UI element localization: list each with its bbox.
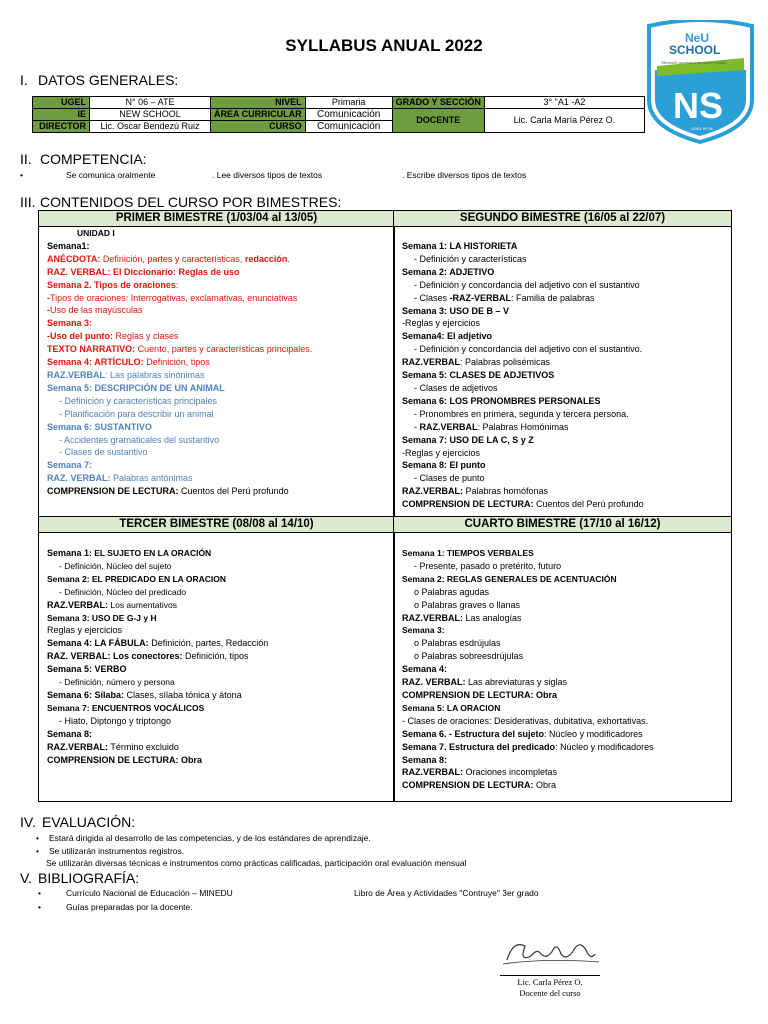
logo-ugel: UGEL Nº 06 <box>691 126 713 131</box>
content-fragment: Reglas y clases <box>113 331 179 342</box>
bimestre-3-cell <box>38 516 395 802</box>
content-fragment: - <box>47 305 50 316</box>
bimestre-3-header: TERCER BIMESTRE (08/08 al 14/10) <box>39 517 394 533</box>
logo-neu-text: NeU <box>685 31 710 45</box>
bimestre-4-cell <box>393 516 732 802</box>
datos-generales-table <box>32 96 645 133</box>
content-fragment: TEXTO NARRATIVO: <box>47 344 136 355</box>
content-fragment: Semana 6: Sílaba: <box>47 689 125 700</box>
content-fragment: COMPRENSION DE LECTURA: <box>402 499 534 510</box>
content-line: Semana 2: EL PREDICADO EN LA ORACION <box>47 573 227 584</box>
bimestre-3-content <box>39 533 394 766</box>
content-line: -Reglas y ejercicios <box>402 447 481 458</box>
content-line: - Definición, Núcleo del sujeto <box>59 560 172 571</box>
bimestre-2-header: SEGUNDO BIMESTRE (16/05 al 22/07) <box>394 211 731 227</box>
content-fragment: Palabras homófonas <box>463 486 549 497</box>
content-fragment: Uso de las mayúsculas <box>50 305 143 316</box>
grado-label: GRADO Y SECCIÓN <box>392 97 484 109</box>
area-label: ÁREA CURRICULAR <box>211 109 306 121</box>
content-line <box>47 356 394 369</box>
content-fragment: RAZ.VERBAL <box>47 369 105 380</box>
content-line: Semana 3: <box>47 318 93 329</box>
content-fragment: : Las palabras sinónimas <box>105 369 205 380</box>
ie-value: NEW SCHOOL <box>90 109 211 121</box>
content-fragment: -RAZ-VERBAL <box>449 292 512 303</box>
section-competencia <box>20 151 147 167</box>
logo-school-text: SCHOOL <box>669 43 721 57</box>
content-line: o Palabras graves o llanas <box>414 599 521 610</box>
content-fragment: RAZ.VERBAL <box>419 421 478 432</box>
content-line: Semana 1: TIEMPOS VERBALES <box>402 548 534 558</box>
content-fragment: . <box>287 253 290 264</box>
evaluacion-bullet: • <box>36 846 39 856</box>
content-line: Semana 1: LA HISTORIETA <box>402 241 518 251</box>
content-line: - Definición y concordancia del adjetivo con el sustantivo <box>414 279 640 290</box>
content-line <box>47 547 394 560</box>
content-line: COMPRENSION DE LECTURA: Obra <box>402 689 558 700</box>
director-value: Lic. Oscar Bendezú Ruiz <box>90 121 211 133</box>
competencia-2: . Lee diversos tipos de textos <box>212 170 323 180</box>
section-datos-generales <box>20 72 178 88</box>
ugel-value: N° 06 – ATE <box>90 97 211 109</box>
content-fragment: RAZ.VERBAL: <box>47 599 108 610</box>
content-line: o Palabras agudas <box>414 586 490 597</box>
signature-line <box>500 975 600 976</box>
content-fragment: Definición, tipos <box>143 357 210 368</box>
content-line: - Definición y características <box>414 253 527 264</box>
content-fragment: Tipos de oraciones: Interrogativas, exclamativas, enunciativas <box>50 292 298 303</box>
content-line: - Definición y concordancia del adjetivo con el sustantivo. <box>414 344 643 355</box>
content-fragment: RAZ.VERBAL: <box>402 486 463 497</box>
content-line <box>47 279 394 292</box>
content-fragment: Semana 1 <box>47 548 90 558</box>
bimestre-1-header: PRIMER BIMESTRE (1/03/04 al 13/05) <box>39 211 394 227</box>
content-line <box>47 253 394 266</box>
content-line: Semana 5: DESCRIPCIÓN DE UN ANIMAL <box>47 382 225 393</box>
section-number: III. <box>20 194 36 210</box>
evaluacion-bullet: • <box>36 833 39 843</box>
content-line: Semana 3: USO DE G-J y H <box>47 612 157 623</box>
content-fragment: RAZ.VERBAL: <box>402 612 463 623</box>
content-line <box>47 741 394 754</box>
signature-name: Lic. Carla Pérez O. <box>517 977 583 987</box>
content-line: Semana 7: ENCUENTROS VOCÁLICOS <box>47 702 205 713</box>
content-line <box>402 779 731 792</box>
grado-value: 3° "A1 -A2 <box>484 97 644 109</box>
content-line <box>47 599 394 612</box>
content-line: - Definición y características principales <box>59 395 218 406</box>
content-fragment: Definición, partes y características, <box>100 253 245 264</box>
content-fragment: Semana 4: LA FÁBULA: <box>47 638 149 649</box>
content-line <box>47 637 394 650</box>
section-number: IV. <box>20 814 36 830</box>
content-fragment: Los aumentativos <box>108 599 177 610</box>
content-fragment: : Núcleo y modificadores <box>544 728 643 739</box>
content-line: o Palabras esdrújulas <box>414 638 501 649</box>
content-fragment: Definición, partes, Redacción <box>148 638 269 649</box>
content-line <box>47 485 394 498</box>
content-line: Semana 5: CLASES DE ADJETIVOS <box>402 370 555 381</box>
content-line: - Planificación para describir un animal <box>59 408 214 419</box>
evaluacion-3: Se utilizarán diversas técnicas e instrumentos como prácticas calificadas, participación oral evaluación mensual <box>46 858 467 868</box>
nivel-label: NIVEL <box>211 97 306 109</box>
bimestre-2-cell <box>393 210 732 518</box>
bibliografia-2: Guías preparadas por la docente. <box>66 902 193 912</box>
content-fragment: - <box>414 421 420 432</box>
content-fragment: Cuento, partes y características principales. <box>135 344 313 355</box>
bibliografia-bullet: • <box>38 888 41 898</box>
content-fragment: -Uso del punto: <box>47 331 113 342</box>
section-label: COMPETENCIA: <box>40 151 147 167</box>
content-fragment: : Familia de palabras <box>511 292 595 303</box>
content-line: Semana 2: REGLAS GENERALES DE ACENTUACIÓN <box>402 573 617 584</box>
content-fragment: Clases, sílaba tónica y átona <box>124 689 242 700</box>
content-fragment: Cuentos del Perú profundo <box>178 486 289 497</box>
section-label: EVALUACIÓN: <box>42 814 136 830</box>
content-fragment: - Clases <box>414 292 450 303</box>
bimestre-1-cell <box>38 210 395 518</box>
content-line <box>47 472 394 485</box>
curso-label: CURSO <box>211 121 306 133</box>
content-fragment: RAZ.VERBAL: <box>47 741 108 752</box>
content-line <box>47 330 394 343</box>
content-fragment: RAZ. VERBAL: Los conectores: <box>47 651 183 662</box>
content-fragment: RAZ. VERBAL: <box>47 473 111 484</box>
docente-value: Lic. Carla María Pérez O. <box>484 109 644 133</box>
content-line <box>47 343 394 356</box>
content-line: Semana 7: USO DE LA C, S y Z <box>402 434 534 445</box>
bimestre-4-header: CUARTO BIMESTRE (17/10 al 16/12) <box>394 517 731 533</box>
content-fragment: Palabras antónimas <box>110 473 193 484</box>
content-line: - Accidentes gramaticales del sustantivo <box>59 434 220 445</box>
content-fragment: : Palabras Homónimas <box>477 421 569 432</box>
content-line: Semana 7: <box>47 460 93 471</box>
content-line: - Clases de oraciones: Desiderativas, dubitativa, exhortativas. <box>402 715 649 726</box>
content-line <box>402 741 731 754</box>
content-line <box>402 421 731 434</box>
content-line <box>402 728 731 741</box>
competencia-1: Se comunica oralmente <box>66 170 156 180</box>
content-fragment: redacción <box>244 253 288 264</box>
content-line: Semana 2: ADJETIVO <box>402 266 495 277</box>
content-fragment: ANÉCDOTA: <box>47 253 101 264</box>
content-line <box>47 650 394 663</box>
docente-label: DOCENTE <box>392 109 484 133</box>
content-line: COMPRENSION DE LECTURA: Obra <box>47 754 203 765</box>
section-label: DATOS GENERALES: <box>38 72 179 88</box>
content-line <box>47 689 394 702</box>
content-fragment: Definición, tipos <box>182 651 249 662</box>
content-fragment: Semana 7. Estructura del predicado <box>402 741 556 752</box>
content-line: Semana 6: SUSTANTIVO <box>47 421 152 432</box>
content-fragment: Cuentos del Perú profundo <box>533 499 644 510</box>
section-evaluacion <box>20 814 135 830</box>
content-line: Semana 8: El punto <box>402 460 486 471</box>
content-fragment: Las abreviaturas y siglas <box>465 677 568 688</box>
content-line: Semana1: <box>47 240 90 251</box>
section-label: BIBLIOGRAFÍA: <box>38 870 140 886</box>
bibliografia-bullet: • <box>38 902 41 912</box>
competencia-3: . Escribe diversos tipos de textos <box>402 170 527 180</box>
content-fragment: COMPRENSION DE LECTURA: <box>47 486 179 497</box>
content-line: RAZ. VERBAL: El Diccionario: Reglas de uso <box>47 266 240 277</box>
bimestre-4-content <box>394 533 731 792</box>
content-line <box>402 292 731 305</box>
content-line: - Clases de punto <box>414 473 485 484</box>
content-line <box>47 369 394 382</box>
content-fragment: COMPRENSION DE LECTURA: <box>402 780 534 791</box>
content-line <box>402 766 731 779</box>
content-line <box>402 498 731 511</box>
content-fragment: RAZ.VERBAL <box>402 357 460 368</box>
content-line: Semana 3: USO DE B – V <box>402 305 510 316</box>
content-fragment: Obra <box>533 780 557 791</box>
signature-role: Docente del curso <box>519 988 581 998</box>
content-line: UNIDAD I <box>77 228 115 238</box>
section-label: CONTENIDOS DEL CURSO POR BIMESTRES: <box>40 194 342 210</box>
section-number: I. <box>20 72 28 88</box>
content-line: Semana 3: <box>402 625 445 636</box>
section-number: V. <box>20 870 32 886</box>
content-line: Reglas y ejercicios <box>47 625 123 636</box>
school-logo <box>643 20 758 145</box>
section-bibliografia <box>20 870 139 886</box>
section-contenidos <box>20 194 341 210</box>
content-line <box>402 612 731 625</box>
content-line <box>47 304 394 317</box>
bibliografia-1b: Libro de Área y Actividades "Contruye" 3er grado <box>354 888 539 898</box>
nivel-value: Primaria <box>305 97 392 109</box>
content-line: - Presente, pasado o pretérito, futuro <box>414 560 562 571</box>
content-line: Semana 5: LA ORACION <box>402 702 501 713</box>
content-fragment: Las analogías <box>463 612 522 623</box>
content-line: Semana 6: LOS PRONOMBRES PERSONALES <box>402 395 601 406</box>
content-fragment: Semana 2. Tipos de oraciones <box>47 279 176 290</box>
content-fragment: RAZ.VERBAL: <box>402 767 463 778</box>
content-line: - Hiato, Diptongo y triptongo <box>59 715 172 726</box>
director-label: DIRECTOR <box>33 121 90 133</box>
content-fragment: Semana 6. - Estructura del sujeto <box>402 728 545 739</box>
content-line: Semana 8: <box>402 754 448 765</box>
content-fragment: Oraciones incompletas <box>463 767 558 778</box>
evaluacion-2: Se utilizarán instrumentos registros. <box>49 846 185 856</box>
content-line <box>402 676 731 689</box>
content-fragment: - <box>47 292 50 303</box>
content-fragment: RAZ. VERBAL: <box>402 677 466 688</box>
content-line <box>402 485 731 498</box>
content-fragment: Término excluido <box>108 741 179 752</box>
content-line: Semana 8: <box>47 728 93 739</box>
content-fragment: : <box>175 279 179 290</box>
content-fragment: : Palabras polisémicas <box>460 357 551 368</box>
content-line <box>402 356 731 369</box>
content-fragment: Semana 4: ARTÍCULO: <box>47 357 144 368</box>
evaluacion-1: Estará dirigida al desarrollo de las competencias, y de los estándares de aprendizaje. <box>49 833 371 843</box>
content-line: - Definición, número y persona <box>59 677 175 688</box>
competencia-bullet: • <box>20 170 23 180</box>
content-line <box>47 292 394 305</box>
content-line: Semana 5: VERBO <box>47 664 127 675</box>
signature-image <box>495 930 605 975</box>
logo-tagline: Abriendo puertas a un nuevo mundo <box>661 60 727 65</box>
ugel-label: UGEL <box>33 97 90 109</box>
curso-value: Comunicación <box>305 121 392 133</box>
content-line: - Clases de sustantivo <box>59 447 148 458</box>
content-fragment: : Núcleo y modificadores <box>555 741 654 752</box>
section-number: II. <box>20 151 32 167</box>
content-line: - Clases de adjetivos <box>414 382 498 393</box>
area-value: Comunicación <box>305 109 392 121</box>
page-title: SYLLABUS ANUAL 2022 <box>285 36 483 55</box>
content-line: o Palabras sobreesdrújulas <box>414 651 524 662</box>
bimestre-1-content <box>39 227 394 498</box>
content-line: Semana4: El adjetivo <box>402 331 493 342</box>
content-line: Semana 4: <box>402 664 448 675</box>
content-line: - Pronombres en primera, segunda y tercera persona. <box>414 408 629 419</box>
content-line: - Definición, Núcleo del predicado <box>59 586 187 597</box>
content-line: -Reglas y ejercicios <box>402 318 481 329</box>
bibliografia-1: Currículo Nacional de Educación – MINEDU <box>66 888 233 898</box>
ie-label: IE <box>33 109 90 121</box>
logo-monogram: NS <box>673 85 724 126</box>
content-fragment: : EL SUJETO EN LA ORACIÓN <box>89 548 212 558</box>
bimestre-2-content <box>394 227 731 511</box>
